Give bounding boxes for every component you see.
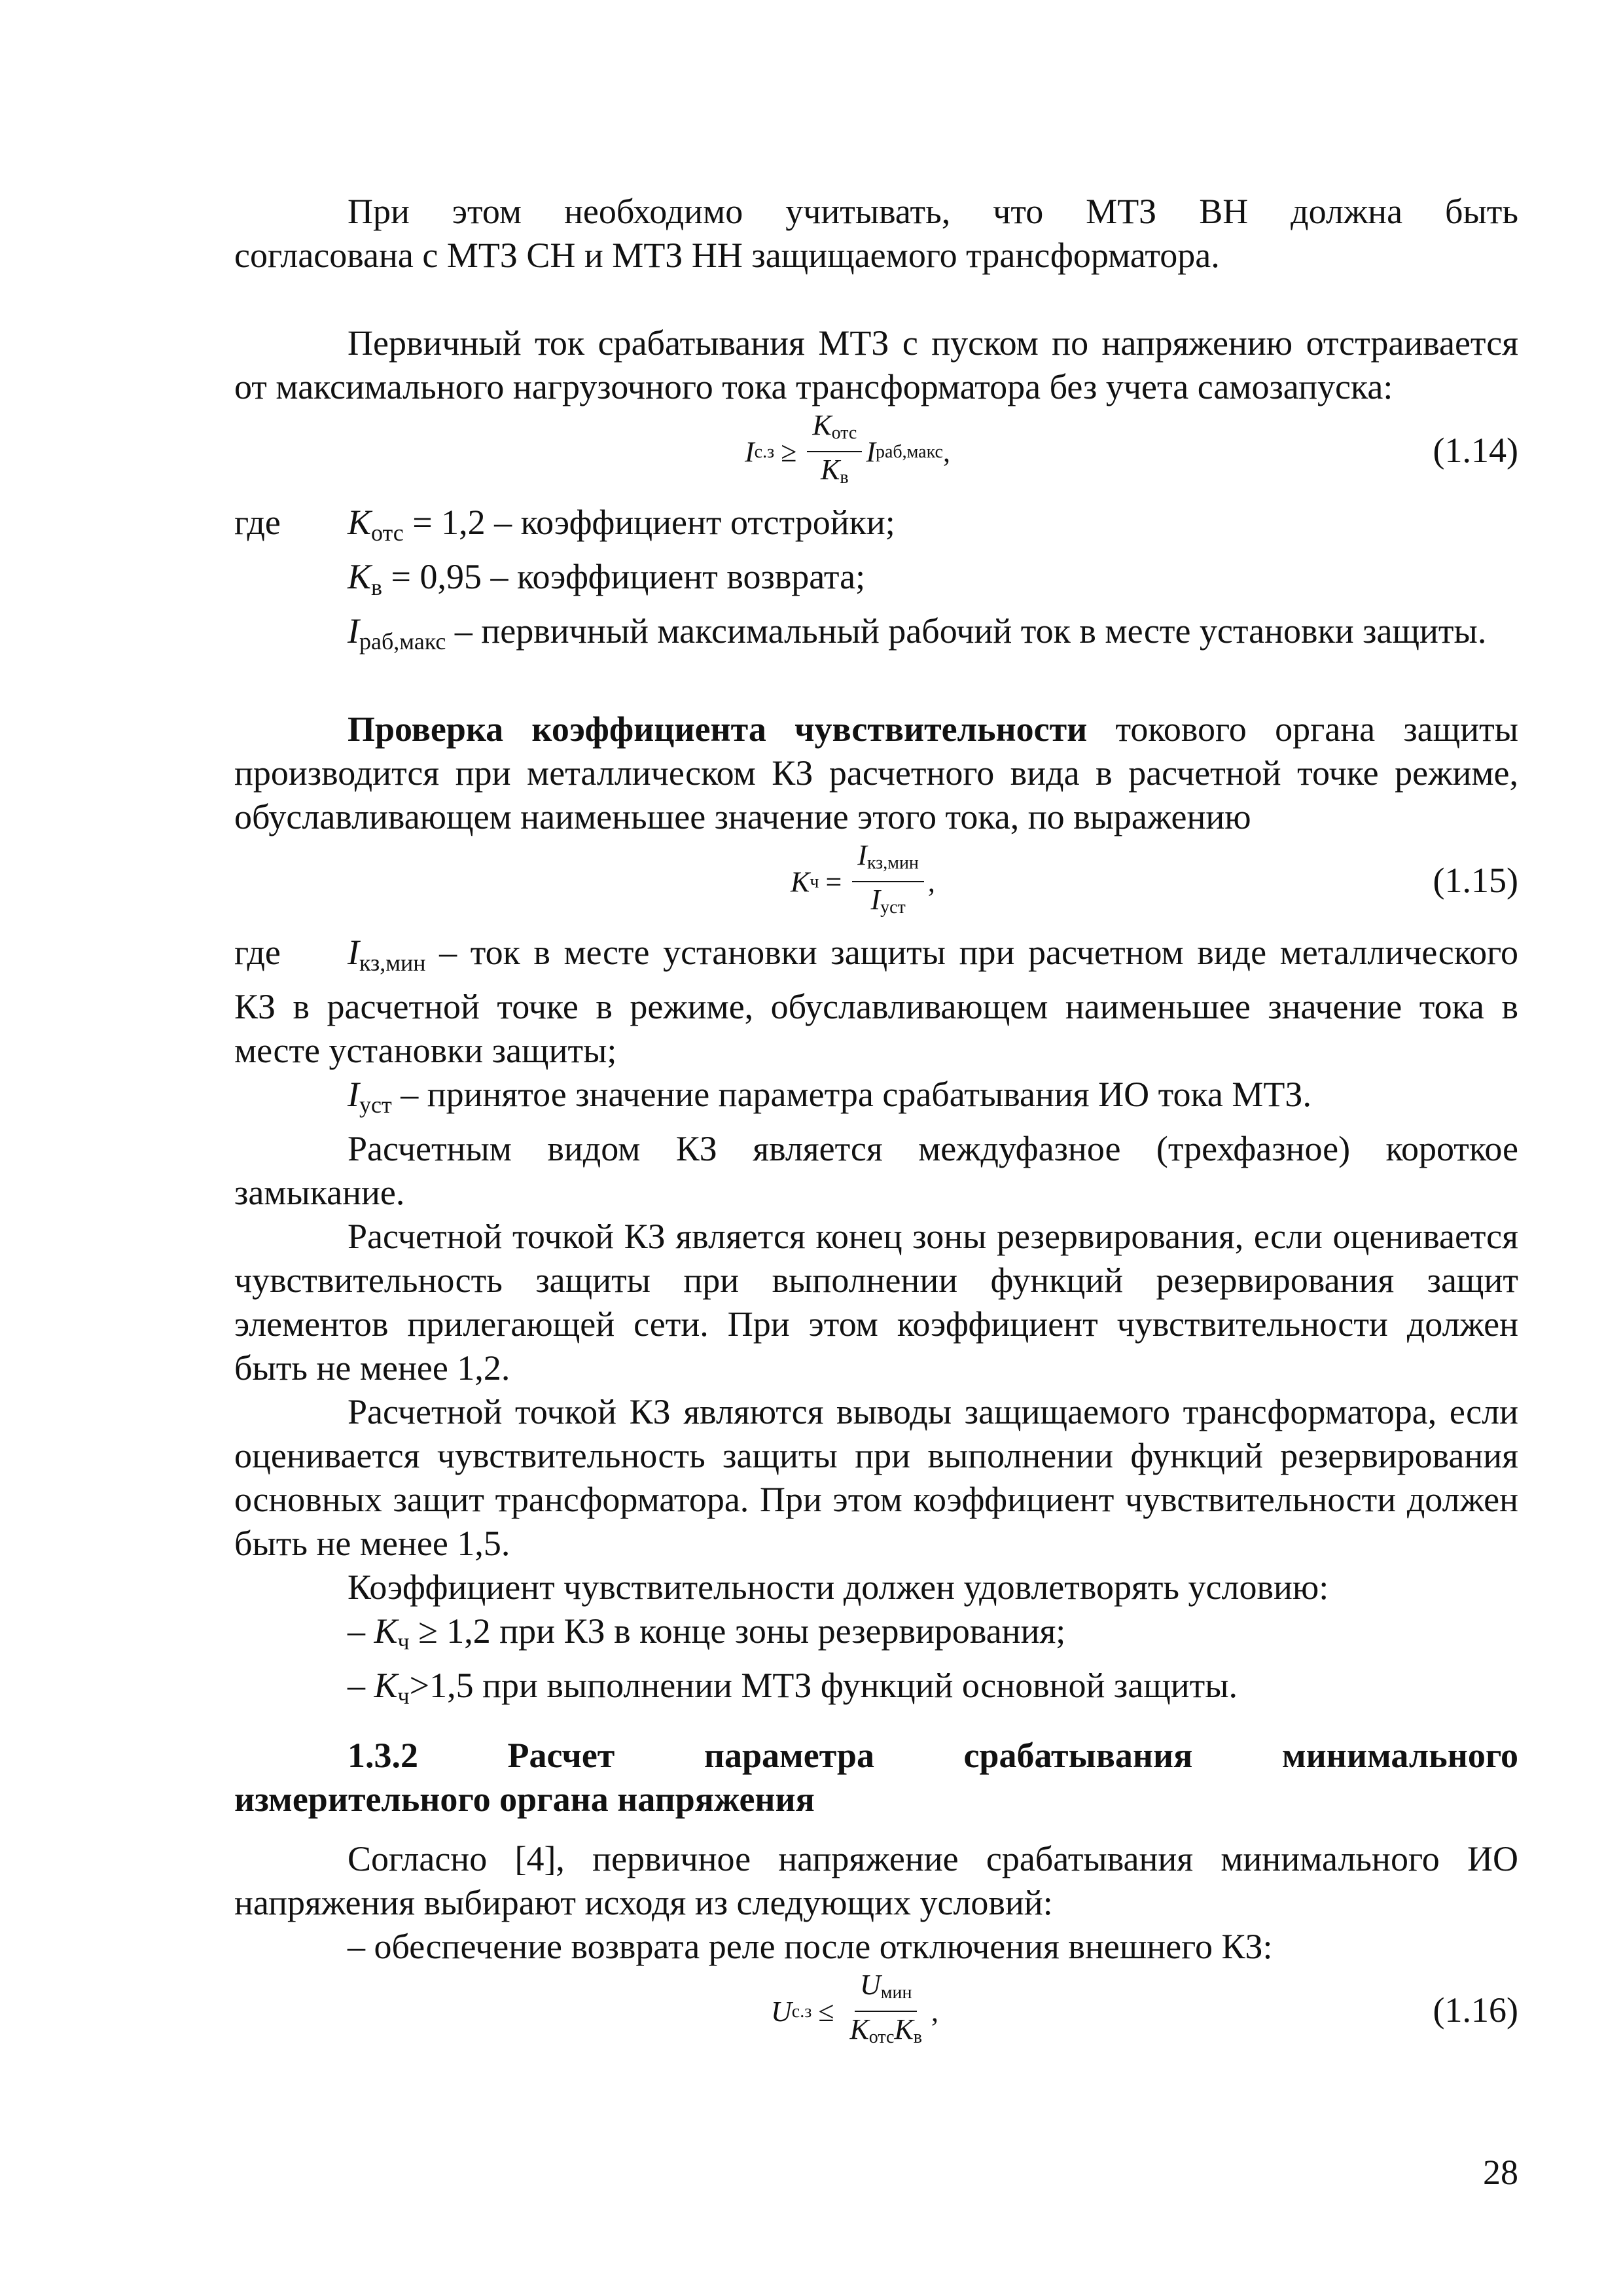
paragraph-3-bold: Проверка коэффициента чувствительности: [348, 709, 1088, 749]
def4-symbol: I: [348, 933, 359, 972]
eq15-fraction: [852, 839, 924, 924]
eq16-fraction: [844, 1969, 927, 2054]
def5-sub: уст: [359, 1092, 392, 1118]
paragraph-3: [234, 708, 1518, 839]
def1-sub: отс: [371, 520, 404, 546]
def1-text: = 1,2 – коэффициент отстройки;: [403, 503, 895, 542]
eq14-denominator: K: [821, 454, 840, 486]
eq15-numerator-sub: кз,мин: [866, 853, 919, 873]
def4-text: – ток в месте установки защиты при расчетном виде металлического КЗ в расчетной точке в режиме, обуславливающем наименьшее значение тока в месте установки защиты;: [234, 933, 1518, 1070]
paragraph-3-rest: токового органа защиты производится при металлическом КЗ расчетного вида в расчетной точке режиме, обуславливающем наименьшее значение этого тока, по выражению: [234, 709, 1518, 836]
eq16-numerator-sub: мин: [880, 1982, 912, 2003]
section-heading-line-2: измерительного органа напряжения: [234, 1780, 815, 1819]
definition-i-rab-maks: [234, 609, 1518, 664]
cond2-sub: ч: [397, 1683, 410, 1709]
document-page: [234, 190, 1518, 2060]
cond2-dash: –: [348, 1666, 374, 1705]
section-heading-line-1: 1.3.2 Расчет параметра срабатывания минимального: [348, 1736, 1518, 1775]
cond2-text: >1,5 при выполнении МТЗ функций основной защиты.: [409, 1666, 1238, 1705]
definition-k-ots: [234, 501, 1518, 555]
eq14-denominator-sub: в: [840, 467, 849, 488]
where-word: где: [234, 503, 281, 542]
definition-i-ust: [234, 1073, 1518, 1127]
eq14-rhs-sub: раб,макс: [875, 441, 943, 462]
eq16-comma: ,: [931, 1995, 939, 2028]
def2-text: = 0,95 – коэффициент возврата;: [382, 557, 866, 596]
equation-number-1-14: (1.14): [1433, 431, 1518, 470]
equation-number-1-16: (1.16): [1433, 1990, 1518, 2030]
eq14-lhs: I: [745, 435, 755, 468]
def4-sub: кз,мин: [359, 950, 426, 976]
equation-1-16-body: [771, 1969, 938, 2054]
eq16-lhs-sub: с.з: [791, 2001, 812, 2022]
def5-text: – принятое значение параметра срабатывания ИО тока МТЗ.: [391, 1075, 1311, 1114]
eq15-lhs-sub: ч: [810, 871, 819, 892]
definition-k-v: [234, 555, 1518, 609]
eq16-denominator-2-sub: в: [913, 2027, 923, 2047]
paragraph-5: Расчетной точкой КЗ является конец зоны резервирования, если оценивается чувствительность защиты при выполнении функций резервирования защит элементов прилегающей сети. При этом коэффициент чувствительности должен быть не менее 1,2.: [234, 1217, 1518, 1388]
cond1-dash: –: [348, 1611, 374, 1651]
eq15-operator: =: [825, 865, 842, 898]
paragraph-7: Коэффициент чувствительности должен удовлетворять условию:: [348, 1568, 1329, 1607]
eq16-denominator-1-sub: отс: [868, 2027, 895, 2047]
eq14-comma: ,: [942, 435, 950, 468]
def3-sub: раб,макс: [359, 628, 446, 655]
eq14-rhs: I: [866, 435, 876, 468]
eq15-denominator: I: [870, 884, 881, 916]
eq15-denominator-sub: уст: [880, 897, 906, 918]
def5-symbol: I: [348, 1075, 359, 1114]
eq16-lhs: U: [771, 1995, 792, 2028]
eq14-lhs-sub: с.з: [754, 441, 775, 462]
eq14-numerator: K: [812, 409, 832, 441]
def1-symbol: K: [348, 503, 372, 542]
paragraph-1-line-1: При этом необходимо учитывать, что МТЗ ВН должна быть: [348, 192, 1518, 231]
eq14-fraction: [807, 409, 862, 494]
paragraph-9: – обеспечение возврата реле после отключения внешнего КЗ:: [348, 1927, 1273, 1966]
eq16-numerator: U: [860, 1969, 881, 2001]
eq16-operator: ≤: [818, 1995, 834, 2028]
eq15-numerator: I: [857, 839, 867, 871]
def2-symbol: K: [348, 557, 372, 596]
paragraph-2: Первичный ток срабатывания МТЗ с пуском по напряжению отстраивается от максимального нагрузочного тока трансформатора без учета самозапуска:: [234, 323, 1518, 406]
equation-1-14-body: [745, 409, 950, 494]
eq16-denominator-2: K: [894, 2013, 914, 2045]
page-number: 28: [1483, 2153, 1518, 2192]
eq15-lhs: K: [791, 865, 810, 898]
equation-1-15-body: [791, 839, 935, 924]
equation-1-15: [234, 839, 1518, 931]
eq14-numerator-sub: отс: [831, 423, 857, 443]
paragraph-8: Согласно [4], первичное напряжение срабатывания минимального ИО напряжения выбирают исходя из следующих условий:: [234, 1839, 1518, 1922]
cond1-text: ≥ 1,2 при КЗ в конце зоны резервирования;: [409, 1611, 1066, 1651]
paragraph-1-line-2: согласована с МТЗ СН и МТЗ НН защищаемого трансформатора.: [234, 236, 1220, 275]
cond1-sub: ч: [397, 1628, 410, 1655]
paragraph-4: Расчетным видом КЗ является междуфазное (трехфазное) короткое замыкание.: [234, 1129, 1518, 1212]
where-word-2: где: [234, 933, 281, 972]
cond2-symbol: K: [374, 1666, 398, 1705]
cond1-symbol: K: [374, 1611, 398, 1651]
condition-1: [234, 1609, 1518, 1664]
condition-2: [234, 1664, 1518, 1718]
def3-text: – первичный максимальный рабочий ток в месте установки защиты.: [446, 611, 1487, 651]
def3-symbol: I: [348, 611, 359, 651]
def2-sub: в: [371, 574, 383, 600]
paragraph-6: Расчетной точкой КЗ являются выводы защищаемого трансформатора, если оценивается чувствительность защиты при выполнении функций резервирования основных защит трансформатора. При этом коэффициент чувствительности должен быть не менее 1,5.: [234, 1392, 1518, 1563]
equation-number-1-15: (1.15): [1433, 861, 1518, 900]
definition-i-kz-min: [234, 931, 1518, 1073]
eq14-operator: ≥: [781, 435, 797, 468]
eq16-denominator-1: K: [849, 2013, 869, 2045]
eq15-comma: ,: [927, 865, 935, 898]
equation-1-16: [234, 1969, 1518, 2060]
equation-1-14: [234, 409, 1518, 501]
